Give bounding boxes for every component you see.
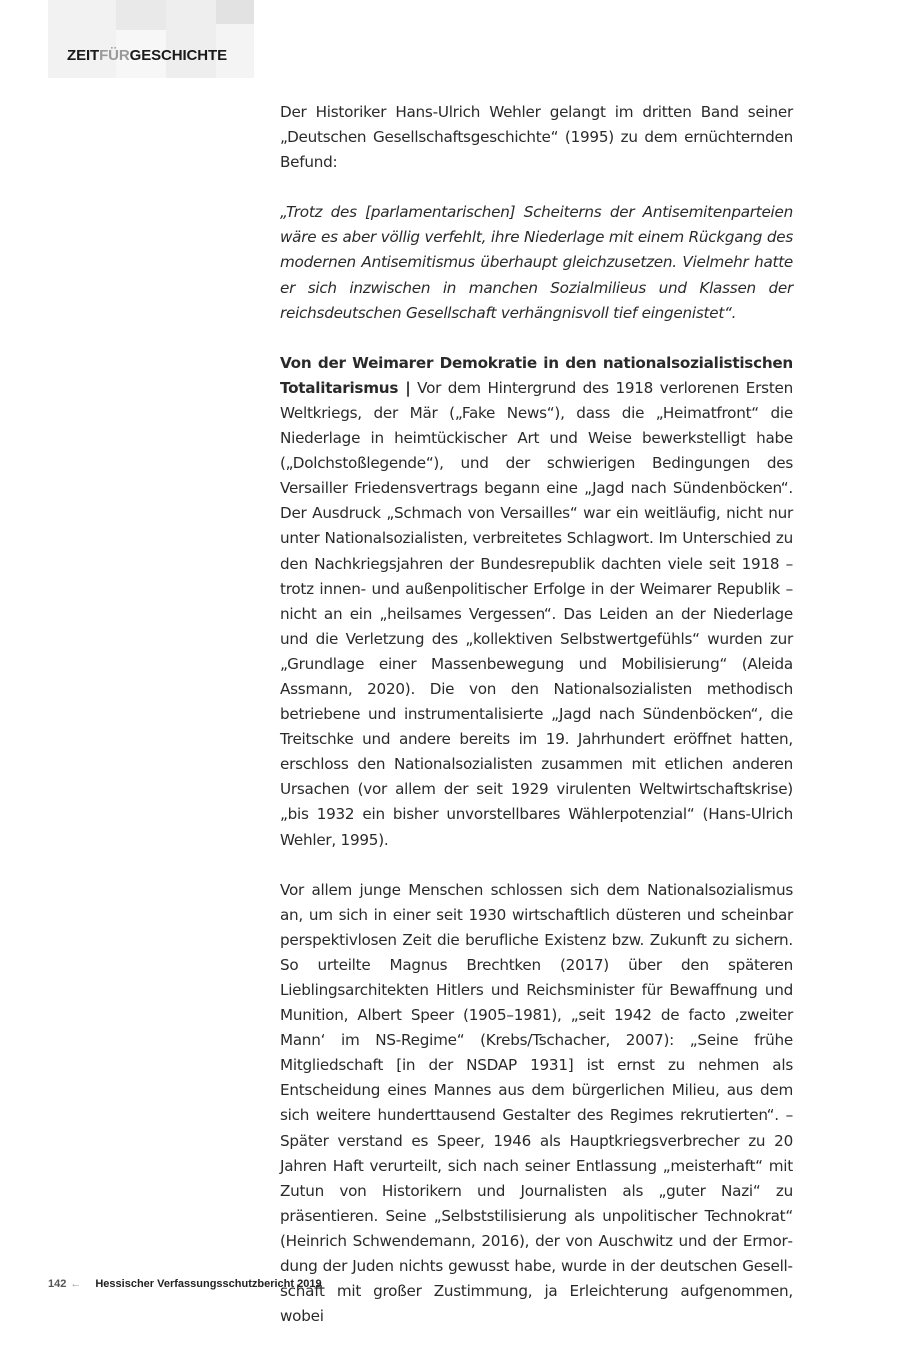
logo-word-fuer: FÜR	[99, 47, 130, 64]
article-body	[280, 100, 793, 1354]
page-number: 142	[48, 1278, 67, 1290]
wehler-quote: „Trotz des [parlamentarischen] Scheiterns der Antisemitenparteien wäre es aber völlig verfehlt, ihre Niederlage mit einem Rückgang des modernen Antisemitismus überhaupt gleichzusetzen. Vielmehr hatte er sich inzwischen in manchen Sozialmilieus und Klassen der reichsdeutschen Gesellschaft verhängnisvoll tief eingenistet“.	[280, 203, 793, 322]
page-footer	[48, 1278, 322, 1290]
intro-paragraph: Der Historiker Hans-Ulrich Wehler gelangt im dritten Band seiner „Deutschen Gesellschaftsgeschichte“ (1995) zu dem ernüchternden Befund:	[280, 103, 793, 172]
logo-mosaic	[48, 0, 254, 78]
arrow-left-icon: ←	[70, 1278, 82, 1290]
logo-word-geschichte: GESCHICHTE	[129, 47, 227, 64]
publication-title: Hessischer Verfassungsschutzbericht 2019	[95, 1278, 322, 1290]
publication-logo	[67, 47, 227, 64]
logo-word-zeit: ZEIT	[67, 47, 100, 64]
weimar-paragraph-text: Vor dem Hintergrund des 1918 verlorenen Ersten Weltkriegs, der Mär („Fake News“), dass die „Heimatfront“ die Niederlage in heimtückischer Art und Weise bewerkstelligt habe („Dolchstoßlegende“), und der schwierigen Bedingungen des Versailler Friedensvertrags begann eine „Jagd nach Sündenböcken“. Der Ausdruck „Schmach von Versailles“ war ein weitläufig, nicht nur unter Nationalsozialisten, verbreitetes Schlagwort. Im Unterschied zu den Nachkriegsjahren der Bundesrepublik dachten viele seit 1918 – trotz innen- und außenpolitischer Erfolge in der Weimarer Republik – nicht an ein „heilsames Vergessen“. Das Leiden an der Niederlage und die Verletzung des „kollektiven Selbstwertgefühls“ wurden zur „Grundlage einer Massenbewegung und Mobilisierung“ (Aleida Assmann, 2020). Die von den Nationalsozialisten methodisch betriebene und instrumentalisierte „Jagd nach Sündenböcken“, die Treitschke und andere bereits im 19. Jahrhundert eröffnet hatten, erschloss den Nationalsozialisten zusammen mit etlichen anderen Ursachen (vor allem der seit 1929 virulenten Weltwirtschaftskrise) „bis 1932 ein bisher unvorstellbares Wählerpotenzial“ (Hans-Ulrich Wehler, 1995).	[280, 378, 793, 849]
weimar-paragraph	[280, 351, 793, 853]
section-heading: Von der Weimarer Demokratie in den nationalsozialistischen Totalitarismus |	[280, 353, 793, 397]
speer-paragraph: Vor allem junge Menschen schlossen sich dem Nationalsozialismus an, um sich in einer seit 1930 wirtschaftlich düsteren und scheinbar perspektivlosen Zeit die berufliche Existenz bzw. Zukunft zu sichern. So urteilte Magnus Brechtken (2017) über den späteren Lieblingsarchitekten Hitlers und Reichsminister für Bewaffnung und Munition, Albert Speer (1905–1981), „seit 1942 de facto ‚zweiter Mann‘ im NS-Regime“ (Krebs/Tschacher, 2007): „Seine frühe Mitgliedschaft [in der NSDAP 1931] ist ernst zu nehmen als Entscheidung eines Mannes aus dem bürgerlichen Milieu, aus dem sich weitere hunderttausend Gestalter des Regimes rekrutierten“. – Später verstand es Speer, 1946 als Hauptkriegsverbrecher zu 20 Jahren Haft verurteilt, sich nach seiner Entlassung „meisterhaft“ mit Zutun von Historikern und Journalisten als „guter Nazi“ zu präsentieren. Seine „Selbststilisierung als unpolitischer Technokrat“ (Heinrich Schwendemann, 2016), der von Auschwitz und der Ermordung der Juden nichts gewusst habe, wurde in der deutschen Gesellschaft mit großer Zustimmung, ja Erleichterung aufgenommen, wobei	[280, 880, 793, 1326]
